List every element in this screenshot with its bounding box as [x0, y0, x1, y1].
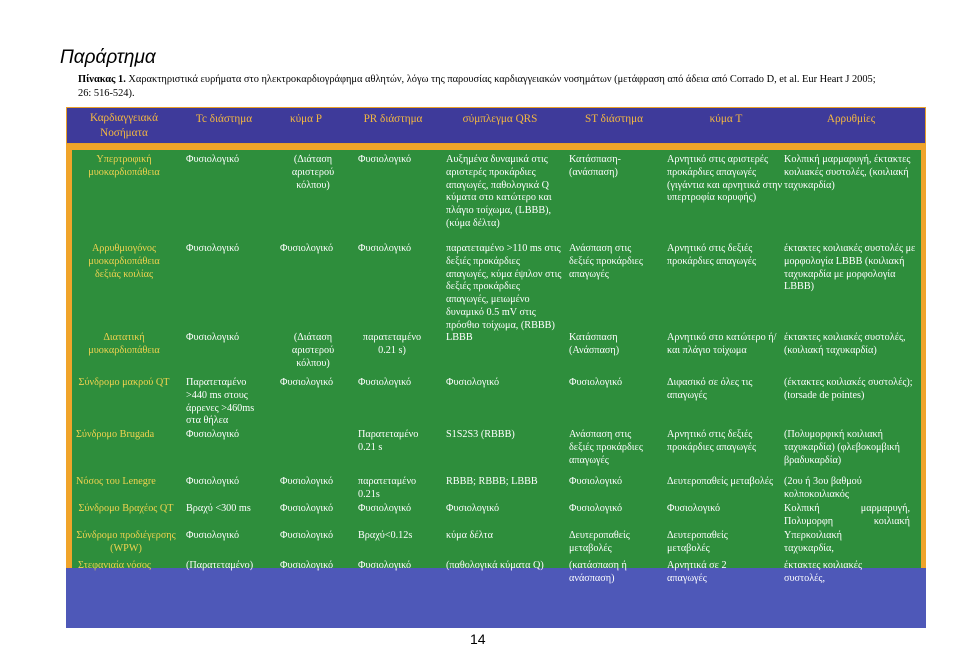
row9-tc: (Παρατεταμένο) [186, 560, 254, 571]
row8-arrhythmias: Υπερκοιλιακή ταχυκαρδία, [784, 530, 842, 554]
row1-tc: Φυσιολογικό [186, 154, 240, 165]
row2-arrhythmias: έκτακτες κοιλιακές συστολές με μορφολογία LBBB (κοιλιακή ταχυκαρδία με μορφολογία LBBB) [784, 243, 916, 293]
row1-t: Αρνητικό στις αριστερές προκάρδιες απαγωγές (γιγάντια και αρνητικά στην υπερτροφία κορυφής) [667, 154, 783, 204]
row6-arrhythmias: (2ου ή 3ου βαθμού κολποκοιλιακός [784, 476, 862, 500]
row1-disease: Υπερτροφική μυοκαρδιοπάθεια [88, 154, 160, 178]
caption-label: Πίνακας 1. [78, 74, 126, 85]
row1-p: (Διάταση αριστερού κόλπου) [291, 154, 335, 191]
header-pr: PR διάστημα [363, 113, 423, 125]
ecg-findings-table [66, 107, 926, 628]
row2-st: Ανάσπαση στις δεξιές προκάρδιες απαγωγές [569, 243, 643, 280]
row1-pr: Φυσιολογικό [358, 154, 412, 165]
row9-arrhythmias: έκτακτες κοιλιακές συστολές, [784, 560, 863, 584]
row5-t: Αρνητικό στις δεξιές προκάρδιες απαγωγές [667, 429, 757, 453]
row3-p: (Διάταση αριστερού κόλπου) [291, 332, 335, 369]
row5-disease: Σύνδρομο Brugada [76, 429, 155, 440]
row6-tc: Φυσιολογικό [186, 476, 240, 487]
row7-arrhythmias [784, 503, 910, 529]
row2-p: Φυσιολογικό [280, 243, 334, 254]
row4-p: Φυσιολογικό [280, 377, 334, 388]
row5-tc: Φυσιολογικό [186, 429, 240, 440]
row2-pr: Φυσιολογικό [358, 243, 412, 254]
row3-st: Κατάσπαση (Ανάσπαση) [569, 332, 620, 356]
row7-disease: Σύνδρομο Βραχέος QT [78, 503, 174, 514]
header-tc: Tc διάστημα [195, 113, 253, 125]
row3-disease: Διατατική μυοκαρδιοπάθεια [88, 332, 160, 356]
row5-pr: Παρατεταμένο 0.21 s [358, 429, 419, 453]
header-t: κύμα T [709, 113, 743, 125]
row5-qrs: S1S2S3 (RBBB) [446, 429, 515, 440]
header-p: κύμα P [289, 113, 323, 125]
row8-t: Δευτεροπαθείς μεταβολές [667, 530, 728, 554]
row7-tc: Βραχύ <300 ms [186, 503, 251, 514]
row7-pr: Φυσιολογικό [358, 503, 412, 514]
row8-p: Φυσιολογικό [280, 530, 334, 541]
row4-arrhythmias: (έκτακτες κοιλιακές συστολές); (torsade de pointes) [784, 377, 913, 401]
row2-disease: Αρρυθμιογόνος μυοκαρδιοπάθεια δεξιάς κοιλίας [88, 243, 160, 280]
row9-pr: Φυσιολογικό [358, 560, 412, 571]
row4-t: Διφασικό σε όλες τις απαγωγές [667, 377, 753, 401]
row9-qrs: (παθολογικά κύματα Q) [446, 560, 544, 571]
row3-tc: Φυσιολογικό [186, 332, 240, 343]
row7-arrhythmias-line1: Κολπική μαρμαρυγή, [784, 503, 910, 514]
table-caption [78, 73, 878, 101]
row8-tc: Φυσιολογικό [186, 530, 240, 541]
row7-qrs: Φυσιολογικό [446, 503, 500, 514]
row3-t: Αρνητικό στο κατώτερο ή/και πλάγιο τοίχωμα [667, 332, 777, 356]
header-disease: Καρδιαγγειακά Νοσήματα [90, 112, 158, 139]
row5-arrhythmias: (Πολυμορφική κοιλιακή ταχυκαρδία) (φλεβοκομβική βραδυκαρδία) [784, 429, 900, 466]
row8-disease: Σύνδρομο προδιέγερσης (WPW) [76, 530, 176, 554]
row8-pr: Βραχύ<0.12s [358, 530, 413, 541]
row5-st: Ανάσπαση στις δεξιές προκάρδιες απαγωγές [569, 429, 643, 466]
row3-arrhythmias: έκτακτες κοιλιακές συστολές, (κοιλιακή ταχυκαρδία) [784, 332, 906, 356]
row7-st: Φυσιολογικό [569, 503, 623, 514]
row3-qrs: LBBB [446, 332, 473, 343]
row3-pr: παρατεταμένο 0.21 s) [362, 332, 422, 356]
row4-st: Φυσιολογικό [569, 377, 623, 388]
row6-st: Φυσιολογικό [569, 476, 623, 487]
row4-tc: Παρατεταμένο >440 ms στους άρρενες >460ms στα θήλεα [186, 377, 255, 427]
header-qrs: σύμπλεγμα QRS [462, 113, 538, 125]
header-arrhythmias: Αρρυθμίες [826, 113, 876, 125]
row8-qrs: κύμα δέλτα [446, 530, 493, 541]
row1-arrhythmias: Κολπική μαρμαρυγή, έκτακτες κοιλιακές συστολές, (κοιλιακή ταχυκαρδία) [784, 154, 911, 191]
row6-p: Φυσιολογικό [280, 476, 334, 487]
caption-text: Χαρακτηριστικά ευρήματα στο ηλεκτροκαρδιογράφημα αθλητών, λόγω της παρουσίας καρδιαγγειακών νοσημάτων (μετάφραση από άδεια από Corrado D, et al. Eur Heart J 2005; 26: 516-524). [78, 74, 876, 99]
row9-disease: Στεφανιαία νόσος [78, 560, 151, 571]
row6-t: Δευτεροπαθείς μεταβολές [667, 476, 774, 487]
row7-p: Φυσιολογικό [280, 503, 334, 514]
row2-tc: Φυσιολογικό [186, 243, 240, 254]
row4-pr: Φυσιολογικό [358, 377, 412, 388]
row2-qrs: παρατεταμένο >110 ms στις δεξιές προκάρδιες απαγωγές, κύμα έψιλον στις δεξιές προκάρδιες απαγωγές, μειωμένο δυναμικό 0.5 mV στις πρόσθιο τοίχωμα, (RBBB) [446, 243, 562, 331]
row6-qrs: RBBB; RBBB; LBBB [446, 476, 538, 487]
row2-t: Αρνητικό στις δεξιές προκάρδιες απαγωγές [667, 243, 757, 267]
header-st: ST διάστημα [584, 113, 644, 125]
row6-disease: Νόσος του Lenegre [76, 476, 156, 487]
row9-p: Φυσιολογικό [280, 560, 334, 571]
row7-arrhythmias-line2: Πολυμορφη κοιλιακή [784, 515, 910, 527]
row7-t: Φυσιολογικό [667, 503, 721, 514]
page-number: 14 [470, 631, 486, 647]
row9-st: (κατάσπαση ή ανάσπαση) [569, 560, 627, 584]
row4-disease: Σύνδρομο μακρού QT [78, 377, 170, 388]
row1-qrs: Αυξημένα δυναμικά στις αριστερές προκάρδιες απαγωγές, παθολογικά Q κύματα στο κατώτερο και πλάγιο τοίχωμα, (LBBB), (κύμα δέλτα) [446, 154, 552, 229]
row1-st: Κατάσπαση- (ανάσπαση) [569, 154, 621, 178]
row4-qrs: Φυσιολογικό [446, 377, 500, 388]
appendix-heading: Παράρτημα [60, 47, 156, 68]
row9-t: Αρνητικά σε 2 απαγωγές [667, 560, 727, 584]
row6-pr: παρατεταμένο 0.21s [358, 476, 417, 500]
row8-st: Δευτεροπαθείς μεταβολές [569, 530, 630, 554]
